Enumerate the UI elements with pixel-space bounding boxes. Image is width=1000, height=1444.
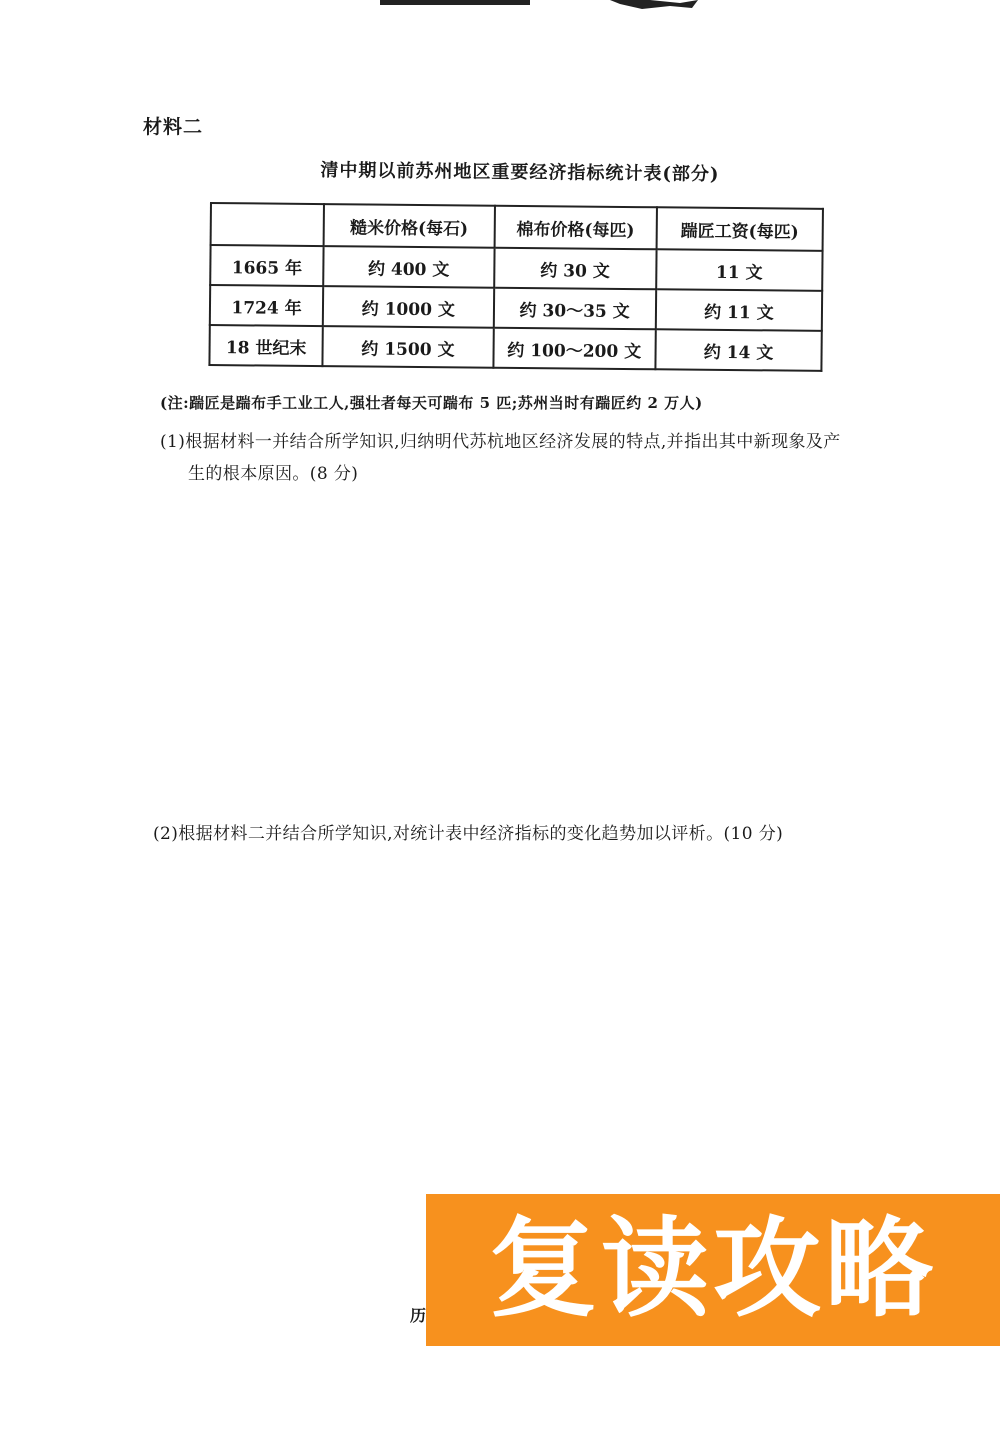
- scan-artifact-top: [380, 0, 710, 14]
- cloth-price-cell: 约 100～200 文: [493, 328, 656, 370]
- table-row: [209, 325, 821, 371]
- header-cell-cloth-price: 棉布价格(每匹): [494, 206, 657, 250]
- rice-price-cell: 约 1000 文: [323, 286, 494, 328]
- wage-cell: 约 11 文: [656, 289, 823, 331]
- header-cell-wage: 踹匠工资(每匹): [656, 207, 823, 251]
- question-1-line-1: (1)根据材料一并结合所学知识,归纳明代苏杭地区经济发展的特点,并指出其中新现象及产: [160, 432, 841, 452]
- table-header-row: [211, 203, 823, 251]
- table-row: [210, 245, 822, 291]
- question-1-line-2: 生的根本原因。(8 分): [188, 464, 359, 484]
- wage-cell: 11 文: [656, 249, 823, 291]
- table-title: 清中期以前苏州地区重要经济指标统计表(部分): [320, 159, 720, 186]
- table-row: [210, 285, 822, 331]
- header-cell-blank: [211, 203, 325, 246]
- cloth-price-cell: 约 30～35 文: [493, 288, 656, 330]
- material-two-label: 材料二: [143, 116, 204, 138]
- watermark-text: 复读攻略: [488, 1207, 937, 1332]
- year-cell: 18 世纪末: [209, 325, 323, 366]
- footer-page-label: 历: [410, 1306, 427, 1325]
- year-cell: 1724 年: [210, 285, 324, 326]
- rice-price-cell: 约 400 文: [323, 246, 494, 288]
- wage-cell: 约 14 文: [655, 329, 822, 371]
- cloth-price-cell: 约 30 文: [494, 248, 657, 290]
- watermark-banner: [426, 1194, 1000, 1346]
- header-cell-rice-price: 糙米价格(每石): [324, 204, 495, 248]
- year-cell: 1665 年: [210, 245, 324, 286]
- question-1: [160, 426, 900, 490]
- rice-price-cell: 约 1500 文: [323, 326, 494, 368]
- economic-indicator-table: [208, 202, 824, 372]
- question-2: (2)根据材料二并结合所学知识,对统计表中经济指标的变化趋势加以评析。(10 分): [153, 824, 784, 844]
- table-note: (注:踹匠是踹布手工业工人,强壮者每天可踹布 5 匹;苏州当时有踹匠约 2 万人): [160, 394, 703, 412]
